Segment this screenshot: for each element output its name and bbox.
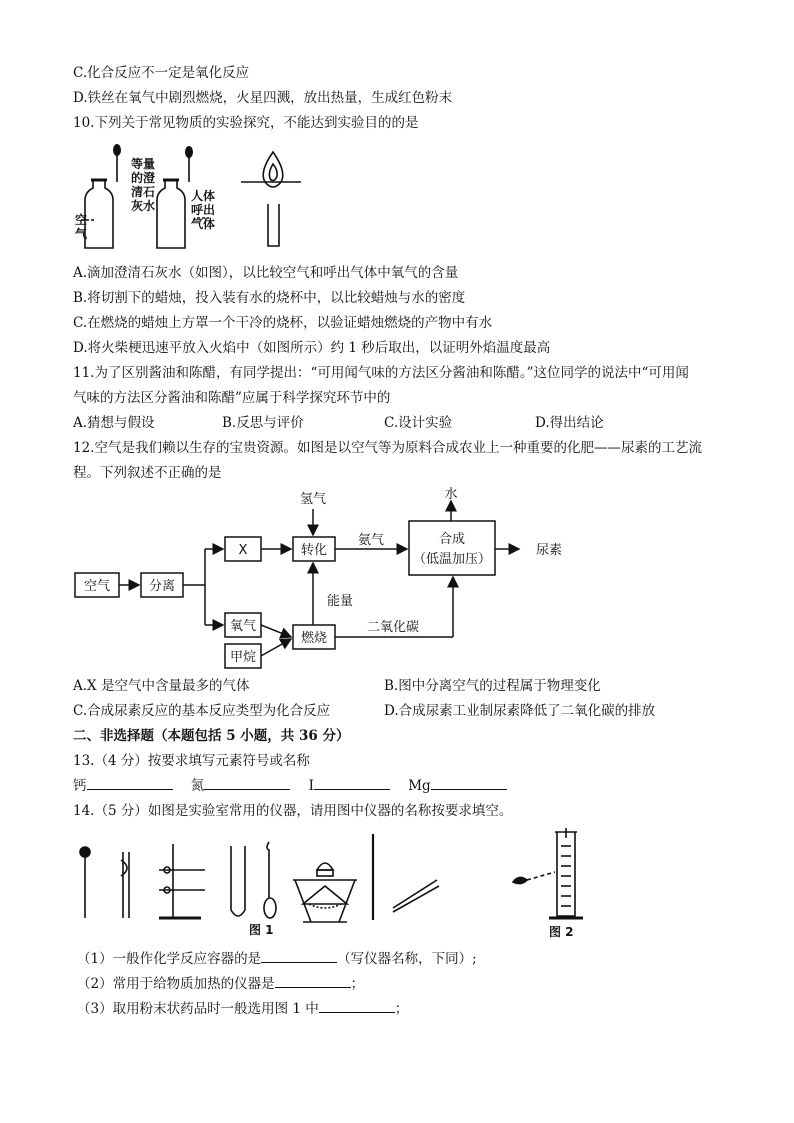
q11-option-b: B.反思与评价	[222, 415, 304, 431]
label-air: 空气	[83, 579, 111, 594]
label-water: 水	[444, 487, 458, 502]
q14-sub-2-text: （2）常用于给物质加热的仪器是	[77, 976, 275, 992]
label-convert: 转化	[300, 543, 328, 558]
label-synthesis: 合成	[438, 532, 466, 547]
q13-item-n: 氮	[190, 778, 205, 794]
q14-figure-2	[505, 826, 605, 942]
q14-blank-3[interactable]	[319, 1000, 395, 1013]
q10-option-c: C.在燃烧的蜡烛上方罩一个干冷的烧杯，以验证蜡烛燃烧的产物中有水	[73, 315, 493, 331]
q13-item-mg: Mg	[408, 778, 431, 794]
q14-blank-2[interactable]	[275, 975, 351, 988]
q13-blank-4[interactable]	[431, 777, 507, 790]
q14-sub-1-suffix: （写仪器名称，下同）;	[337, 951, 477, 967]
q13-blanks	[73, 777, 507, 795]
left-bottle-label-1: 空	[75, 213, 88, 227]
q12-stem-line2: 程。下列叙述不正确的是	[73, 465, 222, 481]
dropper-label-1: 等量	[131, 157, 156, 171]
label-energy: 能量	[327, 594, 354, 609]
q12-option-d: D.合成尿素工业制尿素降低了二氧化碳的排放	[384, 703, 656, 719]
q14-sub-1-text: （1）一般作化学反应容器的是	[77, 951, 262, 967]
q14-sub-3-text: （3）取用粉末状药品时一般选用图 1 中	[77, 1001, 319, 1017]
q14-figure-1	[73, 830, 443, 940]
q12-option-a: A.X 是空气中含量最多的气体	[73, 678, 250, 694]
q12-option-b: B.图中分离空气的过程属于物理变化	[384, 678, 601, 694]
left-bottle-label-2: 气	[75, 227, 88, 241]
q11-stem-line2: 气味的方法区分酱油和陈醋”应属于科学探究环节中的	[73, 390, 391, 406]
label-oxygen: 氧气	[229, 619, 257, 634]
q13-blank-1[interactable]	[87, 777, 173, 790]
label-urea: 尿素	[535, 543, 563, 558]
q14-blank-1[interactable]	[261, 950, 337, 963]
dropper-label-4: 灰水	[131, 199, 156, 213]
q13-stem: 13.（4 分）按要求填写元素符号或名称	[73, 753, 310, 769]
label-combust: 燃烧	[300, 631, 328, 646]
q12-flow-diagram	[73, 487, 593, 672]
section-2-heading: 二、非选择题（本题包括 5 小题，共 36 分）	[73, 728, 350, 744]
label-methane: 甲烷	[229, 650, 257, 665]
q14-stem: 14.（5 分）如图是实验室常用的仪器，请用图中仪器的名称按要求填空。	[73, 803, 513, 819]
right-bottle-label-2: 呼出	[191, 203, 216, 217]
right-bottle-label-3: 气体	[191, 217, 216, 231]
q9-option-d: D.铁丝在氧气中剧烈燃烧，火星四溅，放出热量，生成红色粉末	[73, 90, 453, 106]
label-synthesis-cond: （低温加压）	[412, 552, 492, 567]
q14-sub-3	[77, 1000, 408, 1018]
q11-stem-line1: 11.为了区别酱油和陈醋，有同学提出：“可用闻气味的方法区分酱油和陈醋。”这位同学的说法中“可用闻	[73, 365, 689, 381]
q10-figure	[73, 142, 303, 250]
q14-sub-3-suffix: ；	[394, 1001, 409, 1017]
q10-stem: 10.下列关于常见物质的实验探究，不能达到实验目的的是	[73, 115, 419, 131]
q13-blank-3[interactable]	[314, 777, 390, 790]
dropper-label-3: 清石	[131, 185, 156, 199]
q13-item-i: I	[308, 778, 314, 794]
q13-blank-2[interactable]	[204, 777, 290, 790]
label-x: X	[238, 543, 248, 558]
label-separate: 分离	[148, 579, 176, 594]
label-ammonia: 氨气	[357, 533, 385, 548]
q11-option-a: A.猜想与假设	[73, 415, 155, 431]
dropper-label-2: 的澄	[131, 171, 156, 185]
q14-sub-1	[77, 950, 477, 968]
label-hydrogen: 氢气	[299, 492, 327, 507]
q12-stem-line1: 12.空气是我们赖以生存的宝贵资源。如图是以空气等为原料合成农业上一种重要的化肥——尿素的工艺流	[73, 440, 702, 456]
fig2-caption: 图 2	[549, 925, 574, 939]
q14-sub-2	[77, 975, 364, 993]
label-co2: 二氧化碳	[366, 620, 420, 635]
q10-option-d: D.将火柴梗迅速平放入火焰中（如图所示）约 1 秒后取出，以证明外焰温度最高	[73, 340, 551, 356]
q11-option-c: C.设计实验	[384, 415, 453, 431]
q14-sub-2-suffix: ；	[350, 976, 365, 992]
right-bottle-label-1: 人体	[191, 189, 216, 203]
q9-option-c: C.化合反应不一定是氧化反应	[73, 65, 250, 81]
q10-option-b: B.将切割下的蜡烛，投入装有水的烧杯中，以比较蜡烛与水的密度	[73, 290, 466, 306]
q13-item-ca: 钙	[73, 778, 87, 794]
q12-option-c: C.合成尿素反应的基本反应类型为化合反应	[73, 703, 331, 719]
q11-option-d: D.得出结论	[535, 415, 604, 431]
fig1-caption: 图 1	[249, 923, 274, 937]
q10-option-a: A.滴加澄清石灰水（如图），以比较空气和呼出气体中氧气的含量	[73, 265, 459, 281]
